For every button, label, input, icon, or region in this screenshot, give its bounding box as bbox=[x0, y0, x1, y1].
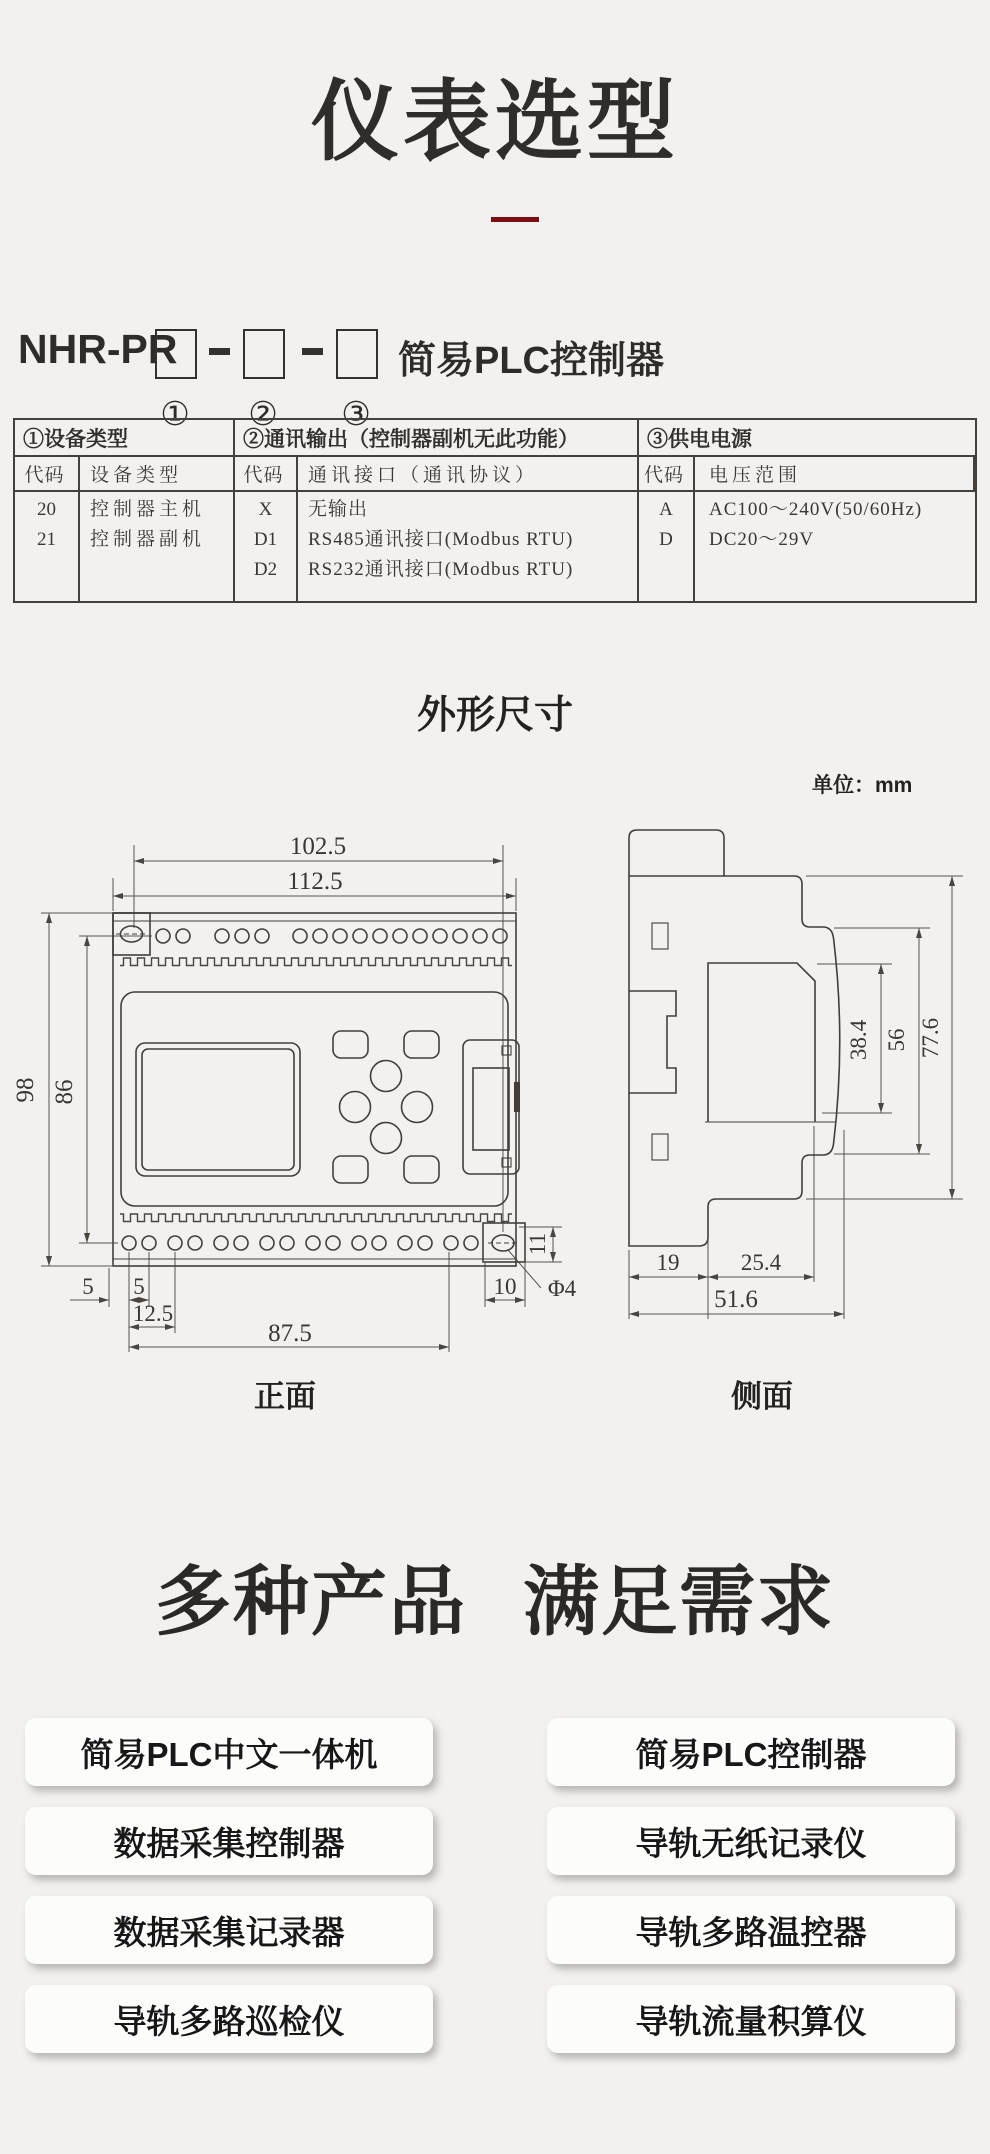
dim-102-5: 102.5 bbox=[289, 833, 347, 860]
model-code-box-1 bbox=[155, 329, 197, 379]
side-view-device-outline bbox=[629, 830, 840, 1246]
product-button-plc-all-in-one[interactable]: 简易PLC中文一体机 bbox=[25, 1718, 433, 1786]
side-view-label: 侧面 bbox=[731, 1379, 793, 1414]
selection-table bbox=[13, 418, 977, 603]
dim-5a: 5 bbox=[82, 1274, 94, 1299]
product-button-data-acquisition-recorder[interactable]: 数据采集记录器 bbox=[25, 1896, 433, 1964]
page-title: 仪表选型 bbox=[310, 72, 679, 171]
dim-12-5: 12.5 bbox=[132, 1301, 174, 1326]
product-button-rail-flow-totalizer[interactable]: 导轨流量积算仪 bbox=[547, 1985, 955, 2053]
model-prefix: NHR-PR bbox=[18, 326, 178, 372]
unit-label: 单位：mm bbox=[812, 774, 913, 797]
display-bump bbox=[708, 963, 815, 1122]
dim-5b: 5 bbox=[133, 1274, 145, 1299]
model-code-box-3 bbox=[336, 329, 378, 379]
front-view-bottom-terminals bbox=[122, 1236, 478, 1250]
dim-25-4: 25.4 bbox=[740, 1250, 782, 1275]
dim-19: 19 bbox=[656, 1250, 680, 1275]
table-body-codes-device: 20 21 bbox=[15, 492, 80, 601]
model-dash-2 bbox=[302, 348, 323, 355]
model-code-box-2 bbox=[243, 329, 285, 379]
dim-10: 10 bbox=[493, 1274, 517, 1299]
products-heading bbox=[0, 1541, 990, 1650]
dim-phi4: Φ4 bbox=[547, 1276, 577, 1301]
dim-77-6: 77.6 bbox=[918, 1017, 943, 1059]
keypad bbox=[333, 1031, 439, 1183]
table-subheader-code-3: 代码 bbox=[639, 457, 695, 492]
model-dash-1 bbox=[209, 348, 230, 355]
table-subheader-code-1: 代码 bbox=[15, 457, 80, 492]
dim-51-6: 51.6 bbox=[714, 1286, 758, 1313]
outline-section-title: 外形尺寸 bbox=[416, 694, 573, 737]
product-button-plc-controller[interactable]: 简易PLC控制器 bbox=[547, 1718, 955, 1786]
table-body-descs-device: 控制器主机 控制器副机 bbox=[80, 492, 235, 601]
product-button-rail-multichannel-temp-controller[interactable]: 导轨多路温控器 bbox=[547, 1896, 955, 1964]
title-underline bbox=[491, 217, 539, 222]
dim-112-5: 112.5 bbox=[287, 868, 343, 895]
products-heading-right: 满足需求 bbox=[523, 1560, 835, 1645]
dim-11: 11 bbox=[525, 1232, 550, 1256]
table-body-codes-power: A D bbox=[639, 492, 695, 601]
products-heading-left: 多种产品 bbox=[155, 1560, 467, 1645]
model-position-2: ② bbox=[248, 395, 278, 432]
table-body-descs-power: AC100～240V(50/60Hz) DC20～29V bbox=[709, 499, 923, 550]
side-connector bbox=[463, 1040, 520, 1174]
front-view-drawing bbox=[10, 815, 590, 1360]
table-subheader-voltage: 电压范围 bbox=[695, 457, 975, 492]
product-button-rail-paperless-recorder[interactable]: 导轨无纸记录仪 bbox=[547, 1807, 955, 1875]
table-group-header-device: ①设备类型 bbox=[15, 420, 235, 457]
dim-56: 56 bbox=[884, 1028, 909, 1052]
dim-87-5: 87.5 bbox=[268, 1320, 312, 1347]
dim-86: 86 bbox=[51, 1079, 78, 1105]
display-window bbox=[136, 1043, 300, 1176]
dim-98: 98 bbox=[12, 1077, 39, 1103]
side-view-drawing bbox=[600, 815, 990, 1335]
product-button-data-acquisition-controller[interactable]: 数据采集控制器 bbox=[25, 1807, 433, 1875]
table-subheader-code-2: 代码 bbox=[235, 457, 298, 492]
model-suffix: 简易PLC控制器 bbox=[398, 340, 665, 382]
din-rail-notch bbox=[629, 991, 676, 1093]
front-view-device-outline bbox=[113, 913, 525, 1266]
table-body-codes-comm: X D1 D2 bbox=[235, 492, 298, 601]
table-subheader-devicetype: 设备类型 bbox=[80, 457, 235, 492]
product-button-rail-multichannel-inspector[interactable]: 导轨多路巡检仪 bbox=[25, 1985, 433, 2053]
model-position-1: ① bbox=[160, 395, 190, 432]
front-view-top-terminals bbox=[156, 929, 507, 943]
table-group-header-comm: ②通讯输出（控制器副机无此功能） bbox=[235, 420, 639, 457]
table-body-descs-comm: 无输出 RS485通讯接口(Modbus RTU) RS232通讯接口(Modbus RTU) bbox=[298, 492, 639, 601]
model-position-3: ③ bbox=[341, 395, 371, 432]
dim-38-4: 38.4 bbox=[846, 1019, 871, 1061]
front-view-label: 正面 bbox=[254, 1379, 316, 1414]
table-subheader-comm-interface: 通讯接口（通讯协议） bbox=[298, 457, 639, 492]
table-group-header-power: ③供电电源 bbox=[639, 420, 975, 457]
